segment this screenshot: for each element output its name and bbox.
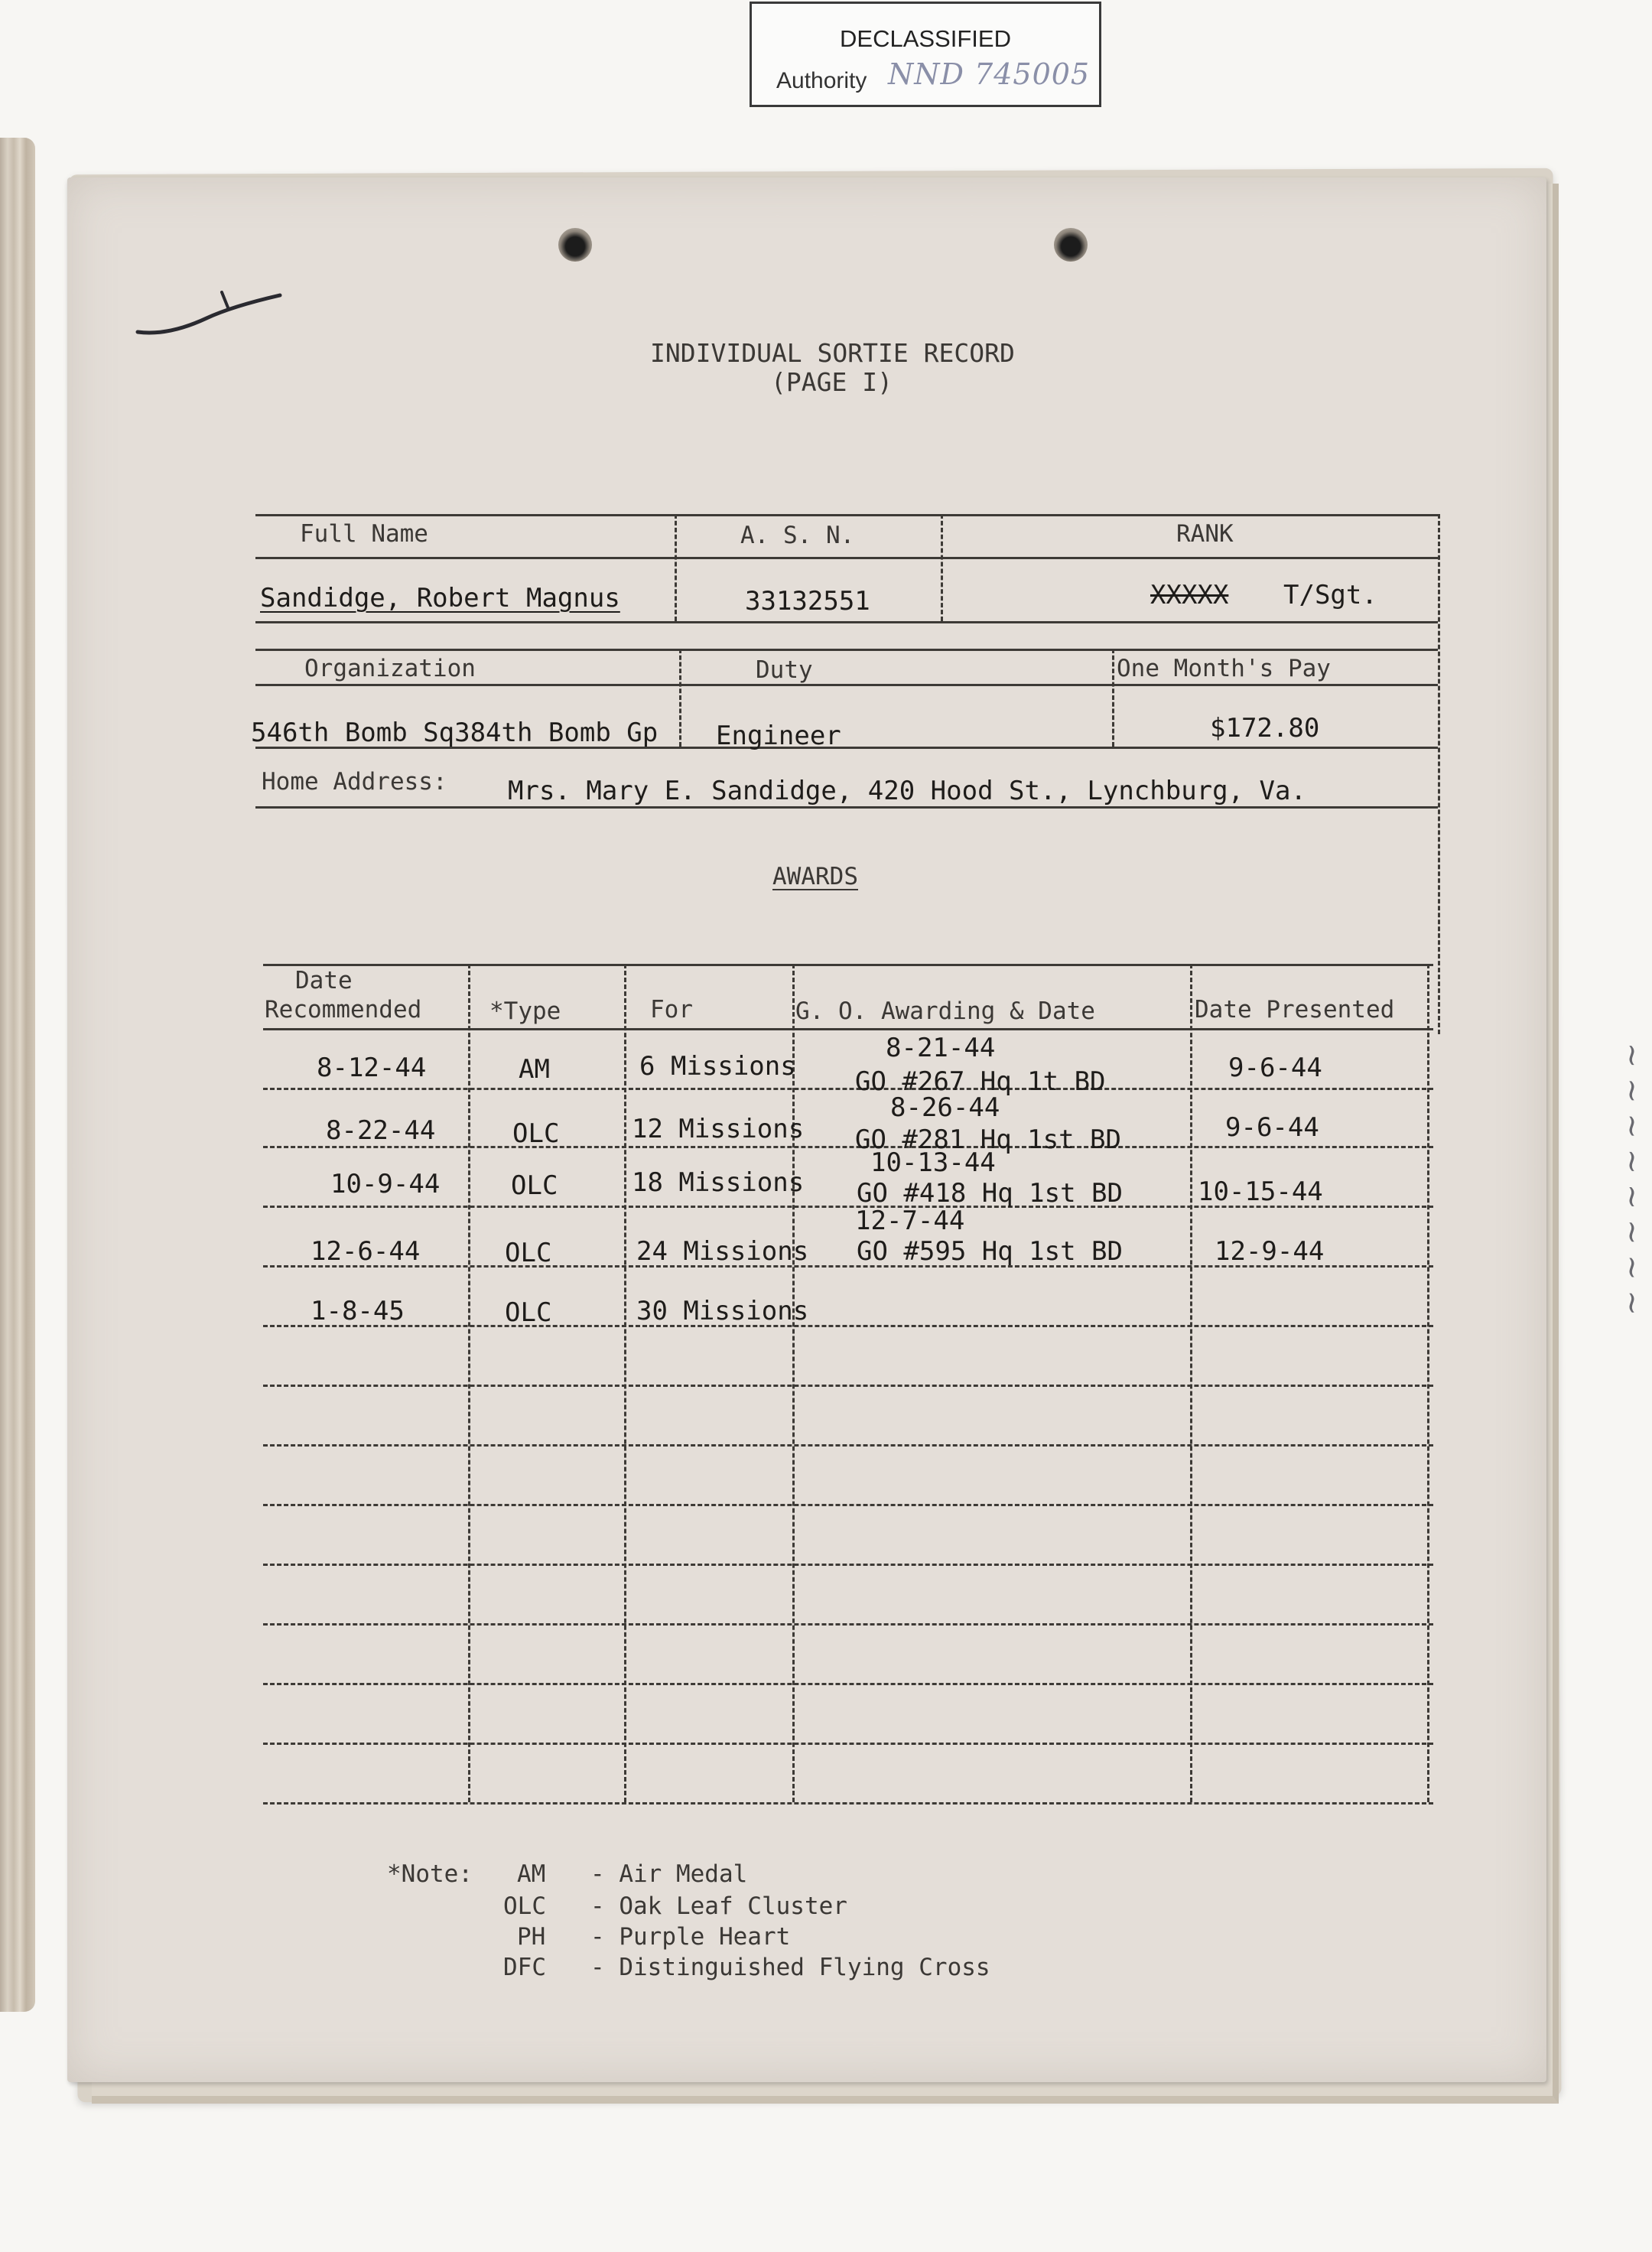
rule bbox=[1112, 649, 1114, 747]
form-subtitle: (PAGE I) bbox=[771, 367, 893, 397]
row4-presented: 12-9-44 bbox=[1215, 1236, 1325, 1267]
row1-type: AM bbox=[519, 1054, 550, 1085]
row1-go-date: 8-21-44 bbox=[886, 1033, 996, 1063]
home-address-value: Mrs. Mary E. Sandidge, 420 Hood St., Lynchburg, Va. bbox=[508, 776, 1306, 806]
note-desc-olc: - Oak Leaf Cluster bbox=[590, 1892, 847, 1920]
duty-header: Duty bbox=[756, 656, 813, 684]
row1-recommended: 8-12-44 bbox=[317, 1053, 427, 1083]
rule bbox=[1438, 514, 1440, 1034]
organization-header: Organization bbox=[304, 655, 476, 682]
pen-check-mark bbox=[130, 285, 298, 346]
declassified-stamp bbox=[750, 2, 1101, 107]
row3-for: 18 Missions bbox=[632, 1167, 805, 1198]
sortie-record-page bbox=[67, 177, 1546, 2082]
rule bbox=[263, 1683, 1433, 1685]
asn-header: A. S. N. bbox=[740, 522, 855, 549]
row3-type: OLC bbox=[511, 1170, 558, 1201]
duty-value: Engineer bbox=[716, 721, 841, 751]
stamp-authority-label: Authority bbox=[776, 68, 867, 93]
row5-type: OLC bbox=[505, 1297, 552, 1328]
note-label: *Note: bbox=[387, 1860, 473, 1888]
row1-presented: 9-6-44 bbox=[1228, 1053, 1322, 1083]
row2-presented: 9-6-44 bbox=[1225, 1112, 1319, 1143]
awards-title: AWARDS bbox=[772, 863, 858, 890]
rule bbox=[624, 964, 626, 1802]
rule bbox=[263, 1623, 1433, 1626]
row4-go: GO #595 Hq 1st BD bbox=[857, 1236, 1123, 1267]
row2-type: OLC bbox=[512, 1118, 560, 1149]
rule bbox=[675, 514, 677, 621]
note-code-dfc: DFC bbox=[503, 1954, 546, 1981]
row5-for: 30 Missions bbox=[636, 1296, 809, 1326]
rule bbox=[792, 964, 795, 1802]
stamp-title: DECLASSIFIED bbox=[840, 25, 1011, 52]
rule bbox=[255, 514, 1438, 516]
row2-go-date: 8-26-44 bbox=[890, 1092, 1000, 1123]
rule bbox=[255, 621, 1438, 623]
col-date-presented: Date Presented bbox=[1195, 996, 1395, 1023]
rule bbox=[263, 1504, 1433, 1506]
rule bbox=[679, 649, 681, 747]
note-desc-ph: - Purple Heart bbox=[590, 1923, 791, 1951]
rank-value: T/Sgt. bbox=[1283, 580, 1377, 610]
rule bbox=[468, 964, 470, 1802]
organization-value: 546th Bomb Sq384th Bomb Gp bbox=[251, 718, 659, 748]
col-date-recommended-2: Recommended bbox=[265, 996, 422, 1023]
rule bbox=[263, 1146, 1433, 1148]
full-name-value: Sandidge, Robert Magnus bbox=[260, 583, 620, 613]
rank-struck-value: XXXXX bbox=[1150, 580, 1229, 610]
note-code-am: AM bbox=[517, 1860, 546, 1888]
rule bbox=[263, 1743, 1433, 1745]
form-title: INDIVIDUAL SORTIE RECORD bbox=[650, 338, 1015, 368]
stamp-handwritten-code: NND 745005 bbox=[888, 57, 1091, 91]
rule bbox=[1190, 964, 1192, 1802]
note-desc-dfc: - Distinguished Flying Cross bbox=[590, 1954, 990, 1981]
note-code-ph: PH bbox=[517, 1923, 546, 1951]
row1-for: 6 Missions bbox=[639, 1051, 796, 1082]
asn-value: 33132551 bbox=[745, 586, 870, 617]
full-name-header: Full Name bbox=[300, 520, 428, 548]
row2-for: 12 Missions bbox=[632, 1114, 805, 1144]
note-desc-am: - Air Medal bbox=[590, 1860, 748, 1888]
rule bbox=[255, 806, 1438, 809]
rule bbox=[263, 1802, 1433, 1805]
rule bbox=[263, 1444, 1433, 1447]
left-page-stack bbox=[0, 138, 35, 2012]
rule bbox=[255, 557, 1438, 559]
rule bbox=[263, 1325, 1433, 1327]
row3-presented: 10-15-44 bbox=[1198, 1176, 1323, 1207]
rule bbox=[263, 1088, 1433, 1090]
row4-for: 24 Missions bbox=[636, 1236, 809, 1267]
rule bbox=[255, 649, 1438, 651]
row3-go: GO #418 Hq 1st BD bbox=[857, 1178, 1123, 1209]
home-address-label: Home Address: bbox=[262, 768, 447, 796]
row4-type: OLC bbox=[505, 1238, 552, 1268]
col-type: *Type bbox=[489, 997, 561, 1025]
row3-recommended: 10-9-44 bbox=[330, 1169, 441, 1199]
rank-header: RANK bbox=[1176, 520, 1234, 548]
note-code-olc: OLC bbox=[503, 1892, 546, 1920]
rule bbox=[941, 514, 943, 621]
rule bbox=[1427, 964, 1429, 1802]
rule bbox=[263, 1028, 1433, 1030]
rule bbox=[263, 964, 1433, 966]
row2-recommended: 8-22-44 bbox=[326, 1115, 436, 1146]
col-for: For bbox=[650, 996, 693, 1023]
pay-header: One Month's Pay bbox=[1117, 655, 1331, 682]
row3-go-date: 10-13-44 bbox=[870, 1147, 996, 1178]
row2-go: GO #281 Hq 1st BD bbox=[855, 1124, 1121, 1155]
rule bbox=[255, 684, 1438, 686]
col-go-awarding: G. O. Awarding & Date bbox=[795, 997, 1095, 1025]
rule bbox=[263, 1564, 1433, 1566]
row4-recommended: 12-6-44 bbox=[311, 1236, 421, 1267]
pay-value: $172.80 bbox=[1210, 713, 1320, 744]
col-date-recommended-1: Date bbox=[295, 967, 353, 994]
row1-go: GO #267 Hq 1t BD bbox=[855, 1066, 1106, 1097]
margin-handwriting: ~ ~ ~ ~ ~ ~ ~ ~ bbox=[1614, 1042, 1649, 1316]
rule bbox=[263, 1385, 1433, 1387]
row5-recommended: 1-8-45 bbox=[311, 1296, 405, 1326]
punch-hole-left bbox=[558, 228, 592, 262]
punch-hole-right bbox=[1054, 228, 1088, 262]
row4-go-date: 12-7-44 bbox=[855, 1206, 965, 1236]
